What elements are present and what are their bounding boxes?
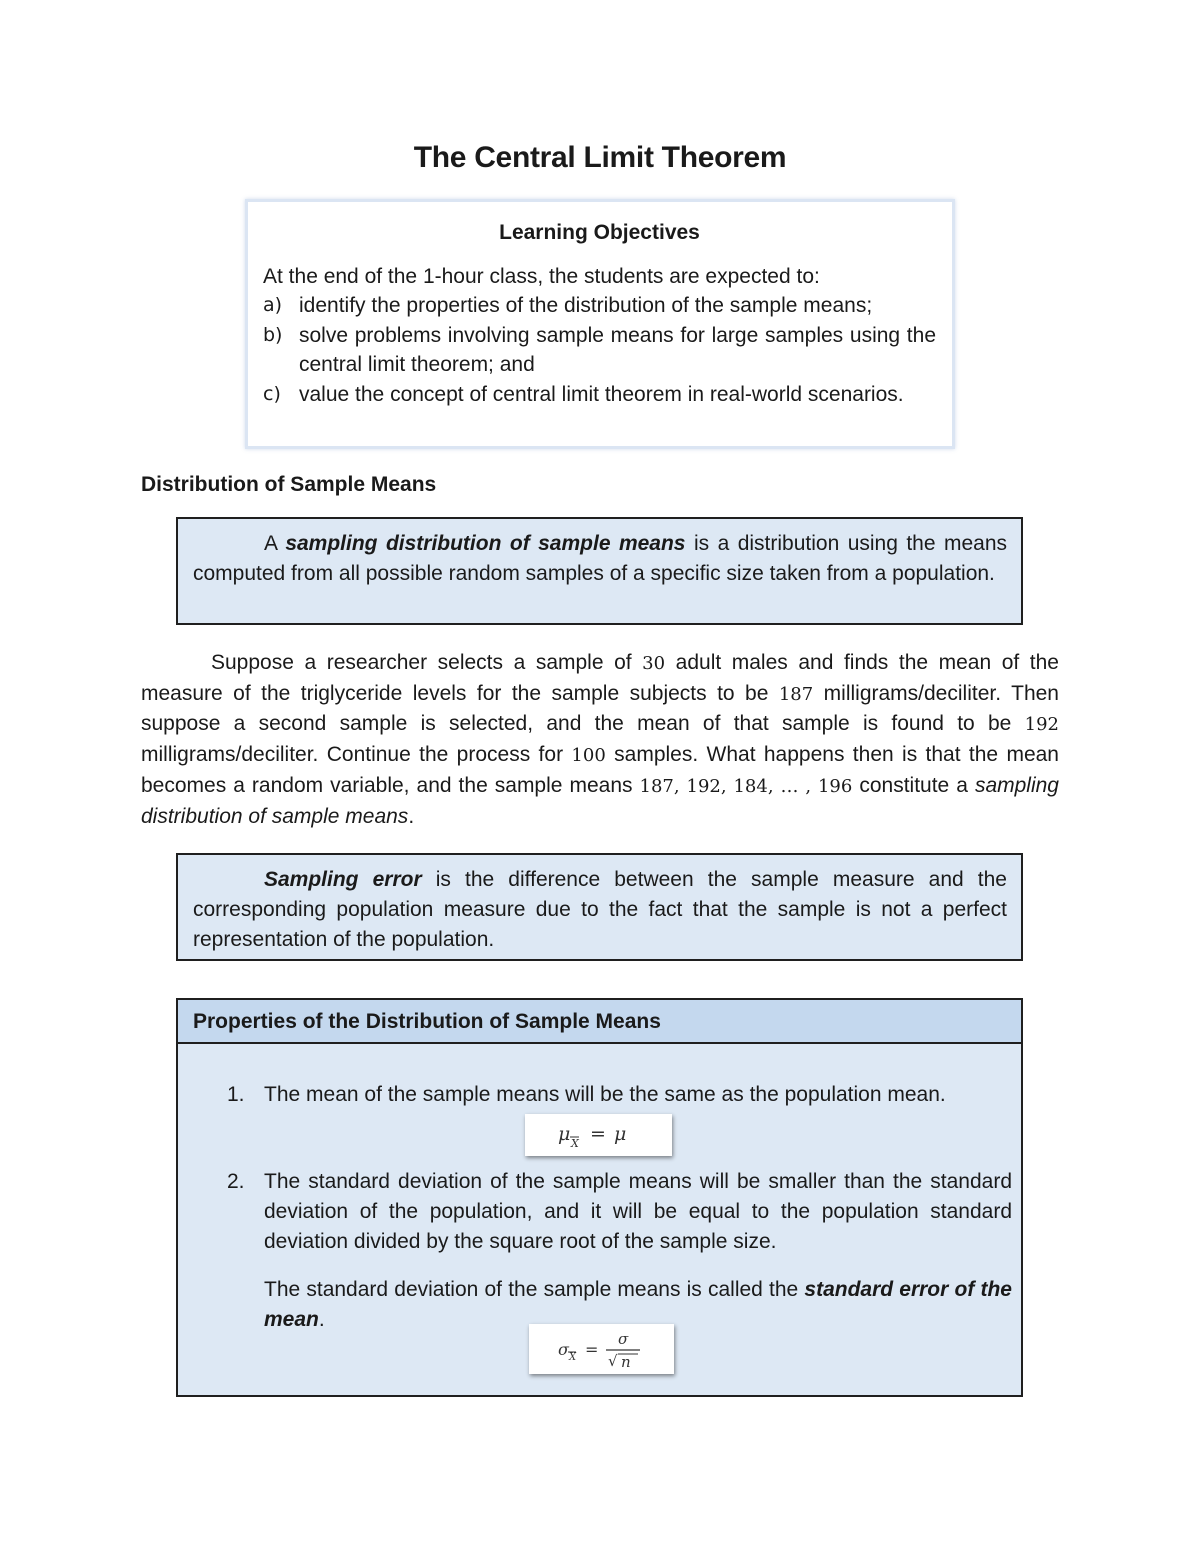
paragraph-number: 100 <box>571 745 606 767</box>
body-paragraph <box>141 648 1059 831</box>
svg-text:=: = <box>589 1123 606 1145</box>
objective-text: solve problems involving sample means for large samples using the central limit theorem; and <box>299 323 936 376</box>
svg-text:X: X <box>568 1352 576 1363</box>
objective-letter: b) <box>263 323 283 346</box>
paragraph-text: milligrams/deciliter. Then suppose a second sample is selected, and the mean of that sample is found to be <box>141 681 1059 736</box>
paragraph-text: milligrams/deciliter. Continue the process for <box>141 743 564 767</box>
definition-term: sampling distribution of sample means <box>285 532 686 555</box>
formula-standard-error <box>529 1324 674 1374</box>
definition-text: is a distribution using the means computed from all possible random samples of a specific size taken from a population. <box>193 532 1008 585</box>
property-item <box>227 1080 1012 1110</box>
paragraph-text: constitute a <box>859 773 968 797</box>
formula-mean-svg <box>554 1120 644 1150</box>
svg-text:X: X <box>570 1137 579 1150</box>
property-number: 2. <box>227 1170 245 1193</box>
paragraph-text: Suppose a researcher selects a sample of <box>211 651 632 674</box>
svg-text:n: n <box>620 1353 631 1371</box>
definition-box-sampling-distribution <box>176 517 1023 625</box>
objective-item <box>263 291 936 321</box>
paragraph-number: 30 <box>642 653 666 674</box>
svg-text:σ: σ <box>617 1330 628 1348</box>
definition-term: Sampling error <box>264 868 422 891</box>
svg-text:√: √ <box>607 1352 618 1370</box>
definition-box-sampling-error <box>176 853 1023 961</box>
objectives-intro: At the end of the 1-hour class, the students are expected to: <box>263 264 820 288</box>
definition-prefix: A <box>264 532 277 555</box>
property-note: The standard deviation of the sample means is called the <box>264 1278 799 1301</box>
property-end: . <box>318 1308 325 1331</box>
objective-text: identify the properties of the distribution of the sample means; <box>299 294 873 317</box>
property-text-main: The standard deviation of the sample means will be smaller than the standard deviation of the population, and it will be equal to the population standard deviation divided by the square root of the sample size. <box>264 1170 1012 1253</box>
paragraph-text: adult males and finds the mean of the measure of the triglyceride levels for the sample subjects to be <box>141 651 1059 705</box>
property-item <box>227 1167 1012 1335</box>
paragraph-text: samples. What happens then is that the mean becomes a random variable, and the sample means <box>141 743 1059 797</box>
paragraph-number: 187 <box>778 683 814 705</box>
paragraph-end: . <box>408 804 415 828</box>
property-text <box>264 1167 1012 1335</box>
paragraph-number: 192 <box>1024 714 1059 736</box>
paragraph-term: sampling distribution of sample means <box>141 773 1059 828</box>
definition-text: is the difference between the sample measure and the corresponding population measure due to the fact that the sample is not a perfect representation of the population. <box>193 868 1007 951</box>
formula-mean-of-means <box>525 1114 672 1156</box>
svg-text:=: = <box>584 1340 598 1359</box>
objective-item <box>263 321 936 380</box>
svg-text:μ: μ <box>613 1123 626 1145</box>
learning-objectives-box <box>245 199 955 449</box>
property-text: The mean of the sample means will be the same as the population mean. <box>264 1083 946 1106</box>
paragraph-sequence: 187, 192, 184, … , 196 <box>639 775 853 797</box>
property-number: 1. <box>227 1083 245 1106</box>
svg-text:μ: μ <box>557 1123 570 1145</box>
properties-heading: Properties of the Distribution of Sample Means <box>178 1000 1021 1044</box>
formula-standard-error-svg <box>552 1327 652 1371</box>
objectives-heading: Learning Objectives <box>499 221 700 244</box>
svg-text:σ: σ <box>557 1340 569 1359</box>
page-title: The Central Limit Theorem <box>413 141 787 174</box>
objective-item <box>263 380 936 410</box>
property-term: standard error of the mean <box>264 1278 1012 1331</box>
objective-letter: c) <box>263 382 281 405</box>
section-heading: Distribution of Sample Means <box>141 473 437 496</box>
properties-box <box>176 998 1023 1397</box>
objective-text: value the concept of central limit theorem in real-world scenarios. <box>299 382 904 406</box>
objective-letter: a) <box>263 294 283 316</box>
